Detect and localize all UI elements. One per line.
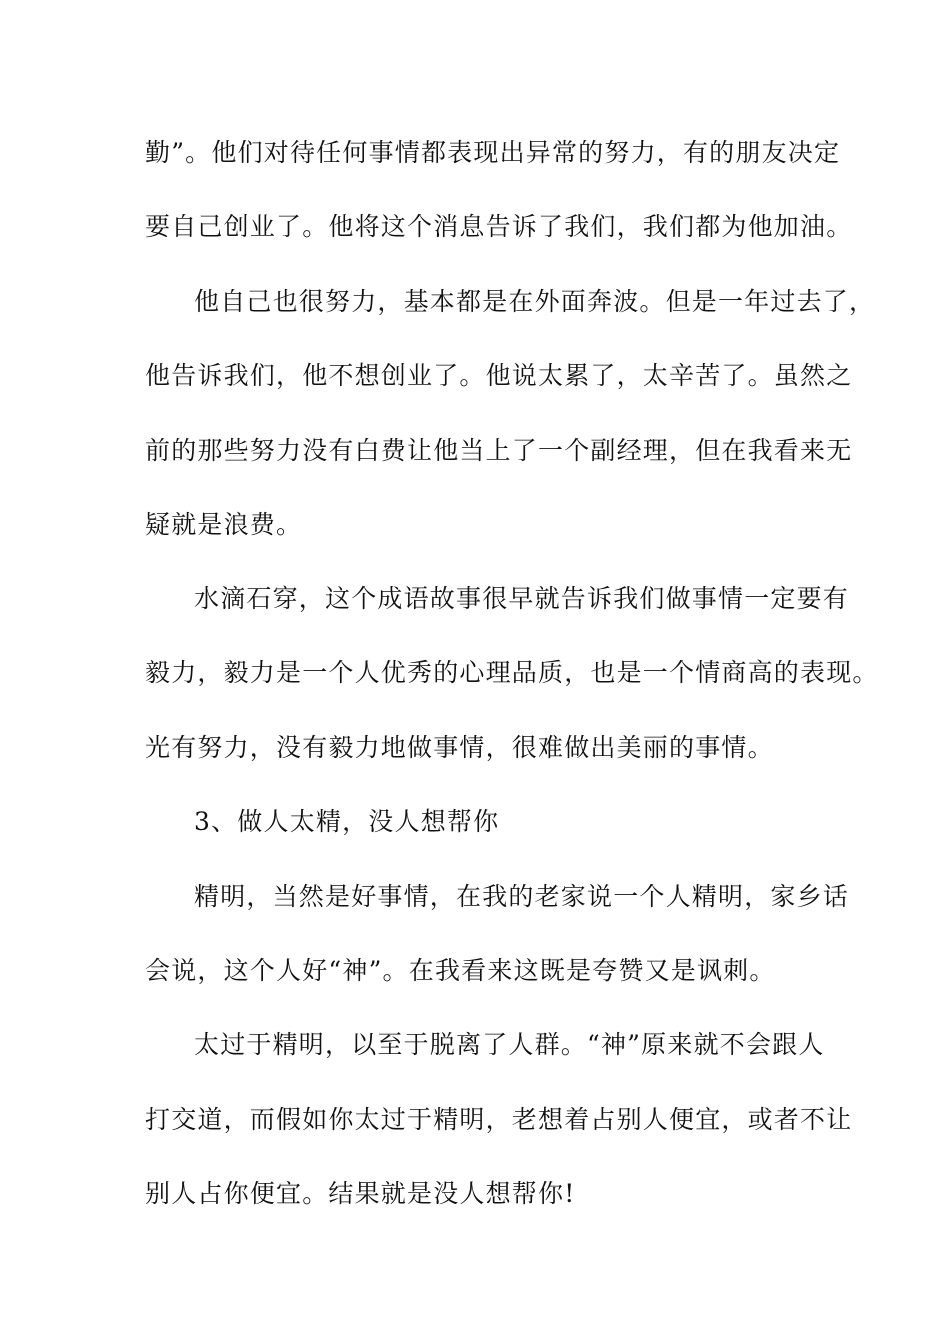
section-heading: 3、做人太精，没人想帮你 [194,807,500,836]
text-line: 打交道，而假如你太过于精明，老想着占别人便宜，或者不让 [145,1105,853,1134]
paragraph-first-line: 他自己也很努力，基本都是在外面奔波。但是一年过去了， [194,287,876,316]
paragraph-first-line: 太过于精明，以至于脱离了人群。“神”原来就不会跟人 [194,1030,825,1059]
paragraph-first-line: 精明，当然是好事情，在我的老家说一个人精明，家乡话 [194,882,850,911]
text-line: 光有努力，没有毅力地做事情，很难做出美丽的事情。 [145,733,774,762]
text-line: 勤”。他们对待任何事情都表现出异常的努力，有的朋友决定 [145,138,841,167]
text-line: 别人占你便宜。结果就是没人想帮你! [145,1179,576,1208]
text-line: 疑就是浪费。 [145,510,303,539]
text-line: 会说，这个人好“神”。在我看来这既是夸赞又是讽刺。 [145,956,776,985]
text-line: 他告诉我们，他不想创业了。他说太累了，太辛苦了。虽然之 [145,361,853,390]
paragraph-first-line: 水滴石穿，这个成语故事很早就告诉我们做事情一定要有 [194,584,850,613]
text-line: 毅力，毅力是一个人优秀的心理品质，也是一个情商高的表现。 [145,658,879,687]
text-line: 要自己创业了。他将这个消息告诉了我们，我们都为他加油。 [145,212,853,241]
text-line: 前的那些努力没有白费让他当上了一个副经理，但在我看来无 [145,436,853,465]
